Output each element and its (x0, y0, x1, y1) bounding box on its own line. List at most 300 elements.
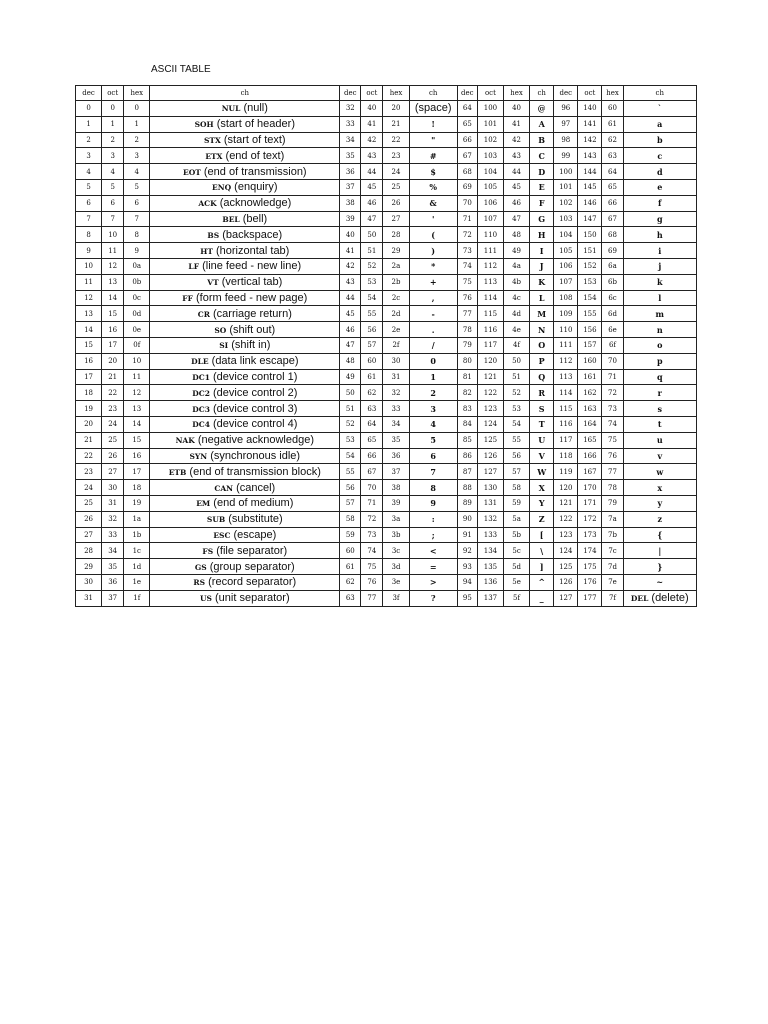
oct-cell: 172 (578, 511, 602, 527)
dec-cell: 122 (554, 511, 578, 527)
char-cell: p (623, 353, 696, 369)
char-cell: " (409, 132, 457, 148)
oct-cell: 51 (361, 243, 383, 259)
hex-cell: 2b (383, 274, 409, 290)
char-cell: t (623, 416, 696, 432)
hex-cell: 72 (602, 385, 623, 401)
char-cell: % (409, 179, 457, 195)
hex-cell: 0 (124, 101, 150, 117)
table-row (76, 306, 697, 322)
char-cell: Z (530, 511, 554, 527)
char-cell: [ (530, 527, 554, 543)
oct-cell: 132 (477, 511, 503, 527)
char-cell (150, 211, 340, 227)
oct-cell: 173 (578, 527, 602, 543)
dec-cell: 31 (76, 590, 102, 606)
oct-cell: 32 (102, 511, 124, 527)
dec-cell: 37 (340, 179, 361, 195)
char-cell: W (530, 464, 554, 480)
dec-cell: 44 (340, 290, 361, 306)
char-cell: J (530, 258, 554, 274)
oct-cell: 27 (102, 464, 124, 480)
hex-cell: 1 (124, 116, 150, 132)
hex-cell: 0d (124, 306, 150, 322)
oct-cell: 171 (578, 495, 602, 511)
table-row (76, 274, 697, 290)
char-description: (substitute) (228, 513, 283, 526)
char-cell: 3 (409, 401, 457, 417)
oct-cell: 20 (102, 353, 124, 369)
char-cell: Q (530, 369, 554, 385)
dec-cell: 39 (340, 211, 361, 227)
oct-cell: 142 (578, 132, 602, 148)
dec-cell: 84 (457, 416, 477, 432)
dec-cell: 117 (554, 432, 578, 448)
char-cell: r (623, 385, 696, 401)
char-cell: y (623, 495, 696, 511)
table-row (76, 590, 697, 606)
oct-cell: 60 (361, 353, 383, 369)
oct-cell: 33 (102, 527, 124, 543)
dec-cell: 66 (457, 132, 477, 148)
hex-cell: 7d (602, 559, 623, 575)
char-description: (data link escape) (211, 355, 299, 368)
dec-cell: 11 (76, 274, 102, 290)
hex-cell: 2 (124, 132, 150, 148)
hex-cell: 31 (383, 369, 409, 385)
hex-cell: 57 (504, 464, 530, 480)
oct-cell: 156 (578, 322, 602, 338)
table-row (76, 559, 697, 575)
char-cell: f (623, 195, 696, 211)
char-cell: 9 (409, 495, 457, 511)
hex-cell: 67 (602, 211, 623, 227)
char-cell: M (530, 306, 554, 322)
oct-cell: 145 (578, 179, 602, 195)
char-abbreviation: DLE (191, 357, 209, 367)
oct-cell: 143 (578, 148, 602, 164)
char-cell: q (623, 369, 696, 385)
dec-cell: 5 (76, 179, 102, 195)
oct-cell: 6 (102, 195, 124, 211)
hex-cell: 30 (383, 353, 409, 369)
char-cell: # (409, 148, 457, 164)
char-cell: - (409, 306, 457, 322)
oct-cell: 34 (102, 543, 124, 559)
dec-cell: 29 (76, 559, 102, 575)
oct-cell: 163 (578, 401, 602, 417)
column-header-hex: hex (124, 86, 150, 101)
char-cell: E (530, 179, 554, 195)
hex-cell: 52 (504, 385, 530, 401)
oct-cell: 70 (361, 480, 383, 496)
char-cell: A (530, 116, 554, 132)
dec-cell: 14 (76, 322, 102, 338)
oct-cell: 62 (361, 385, 383, 401)
hex-cell: 32 (383, 385, 409, 401)
dec-cell: 77 (457, 306, 477, 322)
table-row (76, 432, 697, 448)
hex-cell: 6c (602, 290, 623, 306)
char-abbreviation: SO (214, 325, 227, 335)
dec-cell: 81 (457, 369, 477, 385)
oct-cell: 152 (578, 258, 602, 274)
char-cell (150, 543, 340, 559)
char-abbreviation: SYN (189, 451, 208, 461)
char-cell: 0 (409, 353, 457, 369)
hex-cell: 2c (383, 290, 409, 306)
oct-cell: 64 (361, 416, 383, 432)
char-cell: ^ (530, 574, 554, 590)
dec-cell: 46 (340, 322, 361, 338)
oct-cell: 44 (361, 164, 383, 180)
char-cell: d (623, 164, 696, 180)
dec-cell: 93 (457, 559, 477, 575)
hex-cell: 1e (124, 574, 150, 590)
dec-cell: 36 (340, 164, 361, 180)
dec-cell: 50 (340, 385, 361, 401)
hex-cell: 1c (124, 543, 150, 559)
hex-cell: 7e (602, 574, 623, 590)
dec-cell: 88 (457, 480, 477, 496)
dec-cell: 113 (554, 369, 578, 385)
page-title: ASCII TABLE (151, 64, 211, 75)
column-header-oct: oct (477, 86, 503, 101)
hex-cell: 16 (124, 448, 150, 464)
dec-cell: 124 (554, 543, 578, 559)
char-description: (start of header) (216, 118, 295, 131)
hex-cell: 15 (124, 432, 150, 448)
char-cell: B (530, 132, 554, 148)
dec-cell: 61 (340, 559, 361, 575)
dec-cell: 115 (554, 401, 578, 417)
char-description: (bell) (242, 212, 268, 225)
column-header-ch: ch (623, 86, 696, 101)
oct-cell: 131 (477, 495, 503, 511)
table-row (76, 243, 697, 259)
oct-cell: 40 (361, 101, 383, 117)
char-abbreviation: ETB (168, 467, 187, 477)
dec-cell: 22 (76, 448, 102, 464)
dec-cell: 51 (340, 401, 361, 417)
char-cell: , (409, 290, 457, 306)
char-cell: ] (530, 559, 554, 575)
char-cell: ( (409, 227, 457, 243)
char-cell (150, 574, 340, 590)
char-abbreviation: RS (193, 578, 206, 588)
dec-cell: 8 (76, 227, 102, 243)
char-cell (150, 148, 340, 164)
oct-cell: 113 (477, 274, 503, 290)
char-abbreviation: ACK (198, 199, 217, 209)
dec-cell: 71 (457, 211, 477, 227)
char-cell: ) (409, 243, 457, 259)
char-cell: \ (530, 543, 554, 559)
dec-cell: 73 (457, 243, 477, 259)
char-cell (150, 164, 340, 180)
oct-cell: 105 (477, 179, 503, 195)
oct-cell: 65 (361, 432, 383, 448)
dec-cell: 78 (457, 322, 477, 338)
char-description: (end of medium) (213, 497, 294, 510)
char-cell: T (530, 416, 554, 432)
char-description: (vertical tab) (221, 276, 283, 289)
char-cell: S (530, 401, 554, 417)
hex-cell: 60 (602, 101, 623, 117)
char-abbreviation: DEL (630, 594, 649, 604)
char-cell: 8 (409, 480, 457, 496)
oct-cell: 15 (102, 306, 124, 322)
char-cell (150, 306, 340, 322)
dec-cell: 74 (457, 258, 477, 274)
oct-cell: 110 (477, 227, 503, 243)
char-cell: j (623, 258, 696, 274)
char-abbreviation: CAN (214, 483, 234, 493)
hex-cell: 6b (602, 274, 623, 290)
hex-cell: 42 (504, 132, 530, 148)
char-cell: b (623, 132, 696, 148)
hex-cell: 70 (602, 353, 623, 369)
char-cell: o (623, 337, 696, 353)
ascii-table (75, 85, 697, 607)
char-abbreviation: VT (207, 278, 219, 288)
hex-cell: 0c (124, 290, 150, 306)
oct-cell: 114 (477, 290, 503, 306)
hex-cell: 37 (383, 464, 409, 480)
char-cell (150, 464, 340, 480)
char-cell: ~ (623, 574, 696, 590)
oct-cell: 137 (477, 590, 503, 606)
dec-cell: 121 (554, 495, 578, 511)
hex-cell: 0f (124, 337, 150, 353)
hex-cell: 2a (383, 258, 409, 274)
oct-cell: 116 (477, 322, 503, 338)
char-cell: ? (409, 590, 457, 606)
char-cell (150, 101, 340, 117)
char-cell (150, 559, 340, 575)
table-row (76, 227, 697, 243)
table-row (76, 337, 697, 353)
oct-cell: 71 (361, 495, 383, 511)
hex-cell: 3b (383, 527, 409, 543)
column-header-dec: dec (457, 86, 477, 101)
oct-cell: 43 (361, 148, 383, 164)
char-description: (device control 3) (212, 402, 298, 415)
oct-cell: 55 (361, 306, 383, 322)
column-header-ch: ch (530, 86, 554, 101)
dec-cell: 67 (457, 148, 477, 164)
hex-cell: 0b (124, 274, 150, 290)
hex-cell: 6f (602, 337, 623, 353)
oct-cell: 115 (477, 306, 503, 322)
char-cell: * (409, 258, 457, 274)
table-row (76, 353, 697, 369)
char-cell: c (623, 148, 696, 164)
hex-cell: 14 (124, 416, 150, 432)
table-row (76, 448, 697, 464)
table-row (76, 511, 697, 527)
char-description: (end of transmission) (203, 165, 307, 178)
char-description: (shift in) (231, 339, 271, 352)
dec-cell: 105 (554, 243, 578, 259)
dec-cell: 40 (340, 227, 361, 243)
hex-cell: 23 (383, 148, 409, 164)
oct-cell: 57 (361, 337, 383, 353)
dec-cell: 65 (457, 116, 477, 132)
char-cell: m (623, 306, 696, 322)
hex-cell: 0a (124, 258, 150, 274)
char-cell: a (623, 116, 696, 132)
char-description: (horizontal tab) (215, 244, 290, 257)
oct-cell: 106 (477, 195, 503, 211)
dec-cell: 72 (457, 227, 477, 243)
oct-cell: 50 (361, 227, 383, 243)
hex-cell: 3 (124, 148, 150, 164)
char-cell: w (623, 464, 696, 480)
char-cell: } (623, 559, 696, 575)
hex-cell: 51 (504, 369, 530, 385)
dec-cell: 80 (457, 353, 477, 369)
oct-cell: 26 (102, 448, 124, 464)
oct-cell: 74 (361, 543, 383, 559)
dec-cell: 101 (554, 179, 578, 195)
char-cell: R (530, 385, 554, 401)
char-cell: 1 (409, 369, 457, 385)
oct-cell: 73 (361, 527, 383, 543)
hex-cell: 26 (383, 195, 409, 211)
char-abbreviation: ENQ (212, 183, 232, 193)
oct-cell: 144 (578, 164, 602, 180)
oct-cell: 7 (102, 211, 124, 227)
hex-cell: 77 (602, 464, 623, 480)
char-abbreviation: DC3 (192, 404, 210, 414)
hex-cell: 73 (602, 401, 623, 417)
dec-cell: 2 (76, 132, 102, 148)
hex-cell: 19 (124, 495, 150, 511)
char-cell: X (530, 480, 554, 496)
dec-cell: 34 (340, 132, 361, 148)
oct-cell: 146 (578, 195, 602, 211)
char-cell: ` (623, 101, 696, 117)
hex-cell: 17 (124, 464, 150, 480)
dec-cell: 94 (457, 574, 477, 590)
dec-cell: 48 (340, 353, 361, 369)
hex-cell: 5c (504, 543, 530, 559)
char-cell: e (623, 179, 696, 195)
hex-cell: 50 (504, 353, 530, 369)
dec-cell: 58 (340, 511, 361, 527)
char-cell: v (623, 448, 696, 464)
oct-cell: 165 (578, 432, 602, 448)
dec-cell: 3 (76, 148, 102, 164)
hex-cell: 56 (504, 448, 530, 464)
char-abbreviation: FF (182, 293, 193, 303)
char-cell: O (530, 337, 554, 353)
char-cell (150, 432, 340, 448)
char-cell (150, 132, 340, 148)
oct-cell: 122 (477, 385, 503, 401)
oct-cell: 16 (102, 322, 124, 338)
oct-cell: 155 (578, 306, 602, 322)
char-cell: z (623, 511, 696, 527)
hex-cell: 1b (124, 527, 150, 543)
dec-cell: 75 (457, 274, 477, 290)
dec-cell: 4 (76, 164, 102, 180)
table-row (76, 101, 697, 117)
char-cell (150, 511, 340, 527)
table-row (76, 385, 697, 401)
oct-cell: 4 (102, 164, 124, 180)
dec-cell: 87 (457, 464, 477, 480)
hex-cell: 1a (124, 511, 150, 527)
oct-cell: 42 (361, 132, 383, 148)
char-description: (cancel) (236, 481, 276, 494)
dec-cell: 9 (76, 243, 102, 259)
hex-cell: 4c (504, 290, 530, 306)
char-cell: g (623, 211, 696, 227)
dec-cell: 57 (340, 495, 361, 511)
char-cell: L (530, 290, 554, 306)
char-cell: h (623, 227, 696, 243)
dec-cell: 53 (340, 432, 361, 448)
oct-cell: 134 (477, 543, 503, 559)
oct-cell: 5 (102, 179, 124, 195)
table-row (76, 195, 697, 211)
dec-cell: 45 (340, 306, 361, 322)
hex-cell: 22 (383, 132, 409, 148)
hex-cell: 36 (383, 448, 409, 464)
table-row (76, 322, 697, 338)
dec-cell: 92 (457, 543, 477, 559)
char-description: (end of text) (225, 149, 285, 162)
char-cell: @ (530, 101, 554, 117)
dec-cell: 19 (76, 401, 102, 417)
char-abbreviation: DC2 (192, 388, 210, 398)
char-cell: / (409, 337, 457, 353)
char-description: (form feed - new page) (196, 291, 308, 304)
oct-cell: 151 (578, 243, 602, 259)
char-cell: { (623, 527, 696, 543)
char-cell (150, 416, 340, 432)
char-abbreviation: FS (202, 546, 214, 556)
hex-cell: 5 (124, 179, 150, 195)
dec-cell: 60 (340, 543, 361, 559)
oct-cell: 52 (361, 258, 383, 274)
char-abbreviation: NAK (175, 436, 195, 446)
dec-cell: 33 (340, 116, 361, 132)
oct-cell: 103 (477, 148, 503, 164)
char-cell: k (623, 274, 696, 290)
char-description: (synchronous idle) (210, 449, 301, 462)
char-cell: I (530, 243, 554, 259)
dec-cell: 43 (340, 274, 361, 290)
char-abbreviation: BEL (222, 214, 240, 224)
char-cell: x (623, 480, 696, 496)
char-cell (150, 195, 340, 211)
oct-cell: 13 (102, 274, 124, 290)
char-description: (escape) (233, 528, 277, 541)
dec-cell: 90 (457, 511, 477, 527)
hex-cell: 35 (383, 432, 409, 448)
dec-cell: 17 (76, 369, 102, 385)
char-cell (150, 448, 340, 464)
hex-cell: 55 (504, 432, 530, 448)
char-cell: < (409, 543, 457, 559)
table-header-row (76, 86, 697, 101)
dec-cell: 118 (554, 448, 578, 464)
dec-cell: 85 (457, 432, 477, 448)
oct-cell: 56 (361, 322, 383, 338)
